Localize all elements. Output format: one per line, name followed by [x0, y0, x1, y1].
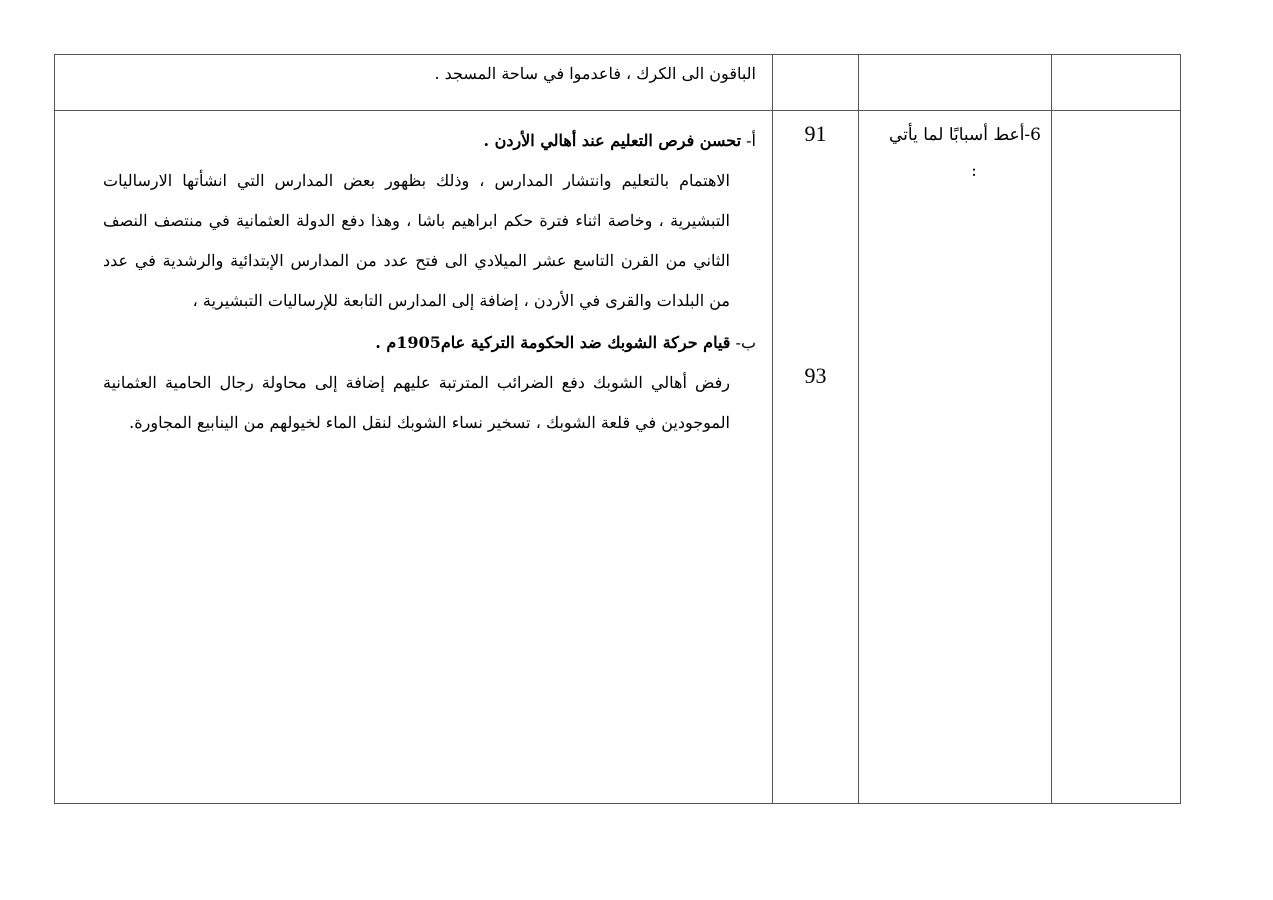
item-a-label: أ-	[746, 131, 756, 150]
item-b-text: رفض أهالي الشوبك دفع الضرائب المترتبة عليهم إضافة إلى محاولة رجال الحامية العثمانية الموجودين في قلعة الشوبك ، تسخير نساء الشوبك لنقل الماء لخيولهم من الينابيع المجاورة.	[103, 373, 730, 432]
question-text: 6-أعط أسبابًا لما يأتي	[889, 125, 1041, 145]
item-b-heading	[103, 323, 756, 363]
table-row	[55, 111, 1181, 804]
item-a-text: الاهتمام بالتعليم وانتشار المدارس ، وذلك بظهور بعض المدارس التي انشأتها الارساليات التبشيرية ، وخاصة اثناء فترة حكم ابراهيم باشا ، وهذا دفع الدولة العثمانية في منتصف النصف الثاني من القرن التاسع عشر الميلادي الى فتح عدد من المدارس الإبتدائية والرشدية في عدد من البلدات والقرى في الأردن ، إضافة إلى المدارس التابعة للإرساليات التبشيرية ،	[103, 171, 731, 310]
question-colon: :	[971, 161, 977, 181]
item-b-label: ب-	[735, 333, 756, 352]
table-row	[55, 55, 1181, 111]
question-cell	[859, 111, 1052, 804]
page-cell	[773, 111, 859, 804]
page-number-b: 93	[804, 363, 827, 388]
answer-text: الباقون الى الكرك ، فاعدموا في ساحة المسجد .	[434, 64, 756, 83]
page-cell	[773, 55, 859, 111]
page-number-a: 91	[804, 121, 827, 146]
item-a-heading	[103, 121, 756, 161]
answer-cell	[55, 111, 773, 804]
answer-cell	[55, 55, 773, 111]
number-cell	[1052, 55, 1181, 111]
answer-table	[54, 54, 1181, 804]
number-cell	[1052, 111, 1181, 804]
question-cell	[859, 55, 1052, 111]
item-b-title: قيام حركة الشوبك ضد الحكومة التركية عام1905م .	[375, 333, 731, 352]
item-a-title: تحسن فرص التعليم عند أهالي الأردن .	[483, 131, 742, 150]
